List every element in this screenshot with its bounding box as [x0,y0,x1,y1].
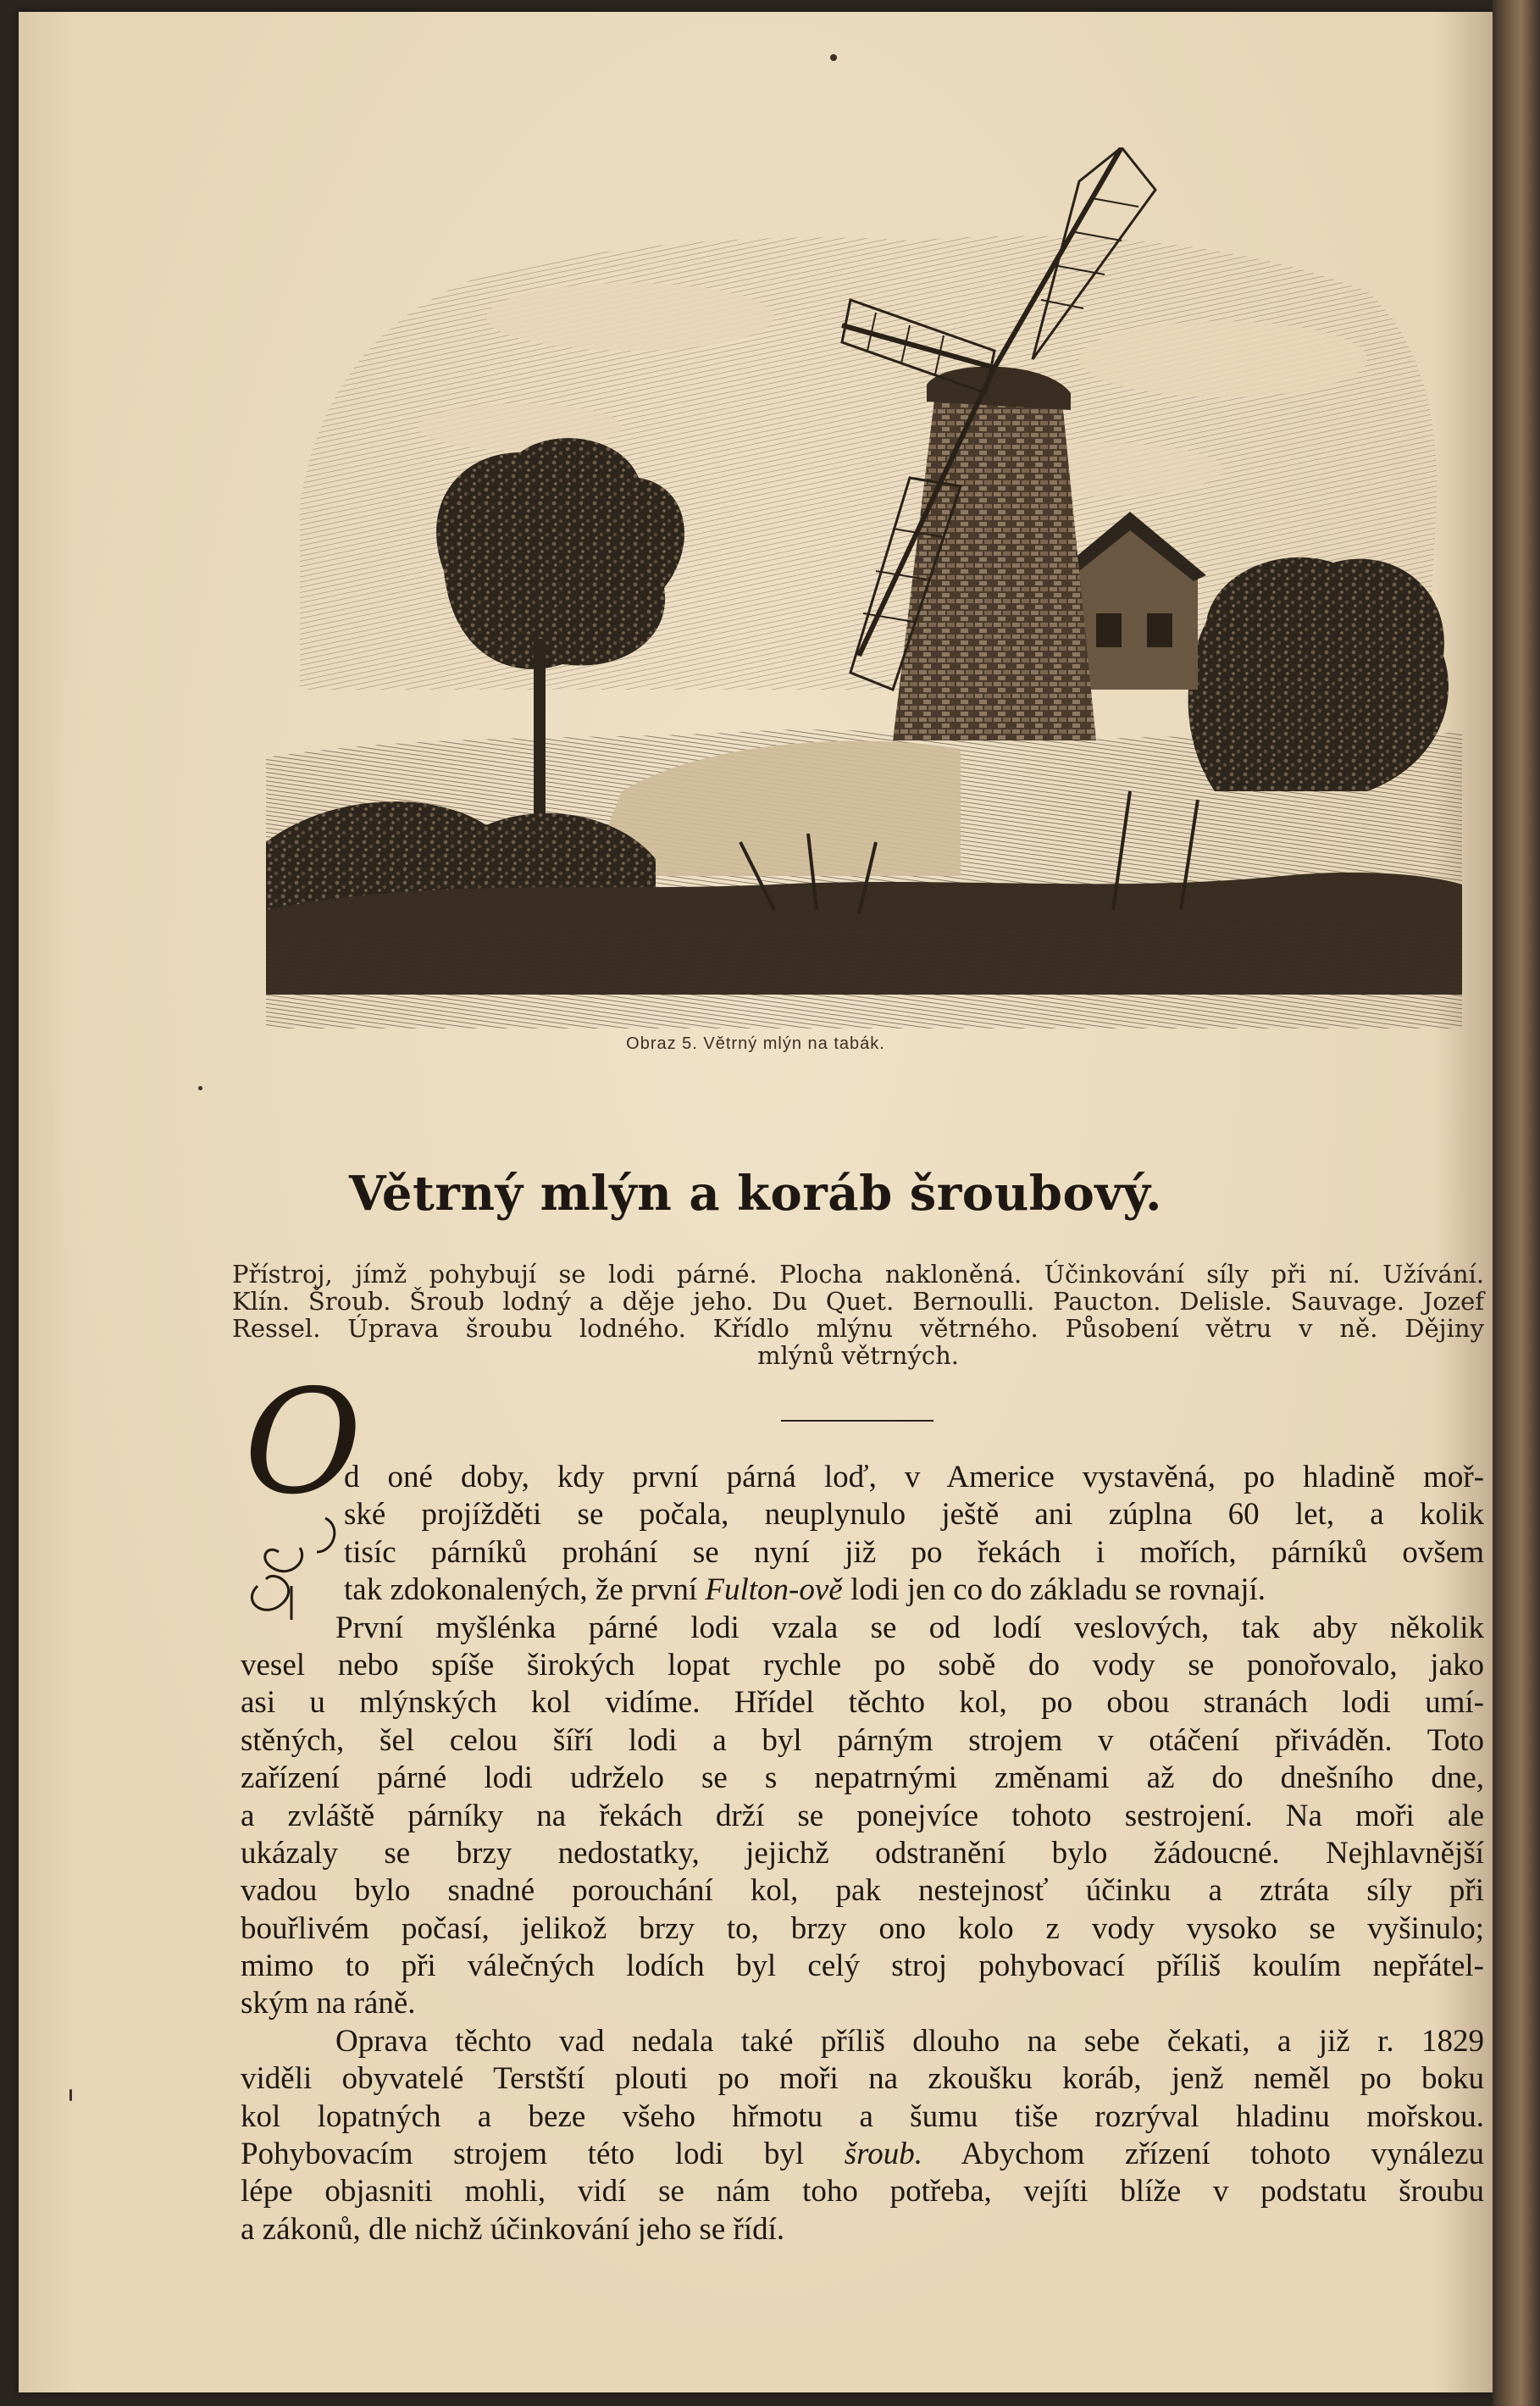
text-line: zařízení párné lodi udrželo se s nepatrnými změnami až do dnešního dne, [241,1760,1484,1796]
text-run: Abychom zřízení tohoto vynálezu [922,2137,1484,2172]
text-run: tak zdokonalených, že první [344,1572,706,1608]
ink-speck [69,2089,72,2101]
text-line: mimo to při válečných lodích byl celý stroj pohybovací příliš koulím nepřátel- [241,1949,1484,1984]
text-line: ské projížděti se počala, neuplynulo ještě ani zúplna 60 let, a kolik [344,1497,1484,1533]
text-line: d oné doby, kdy první párná loď, v Americe vystavěná, po hladině moř- [344,1460,1484,1494]
section-divider [781,1420,933,1422]
summary-line: Klín. Šroub. Šroub lodný a děje jeho. Du Quet. Bernoulli. Paucton. Delisle. Sauvage. Jozef [232,1287,1484,1316]
emphasis-word: šroub. [844,2137,922,2172]
text-run: Pohybovacím strojem této lodi byl [241,2137,845,2172]
windmill-engraving [266,147,1462,1028]
text-line: viděli obyvatelé Terstští plouti po moři na zkoušku koráb, jenž neměl po boku [241,2061,1484,2097]
chapter-title: Větrný mlýn a koráb šroubový. [349,1166,1162,1222]
article-body [241,1459,1484,2248]
text-line: a zákonů, dle nichž účinkování jeho se řídí. [241,2211,785,2247]
summary-line: Ressel. Úprava šroubu lodného. Křídlo mlýnu větrného. Působení větru v ně. Dějiny [232,1314,1484,1343]
ink-speck [830,54,837,61]
windmill-picture [266,147,1462,1028]
summary-line: Přístroj, jímž pohybují se lodi párné. Plocha nakloněná. Účinkování síly při ní. Užívání. [232,1260,1484,1289]
paragraph [241,2023,1484,2248]
text-line: vadou bylo snadné porouchání kol, pak nestejnosť účinku a ztráta síly při [241,1873,1484,1909]
text-line [241,2136,1484,2173]
chapter-summary [232,1261,1484,1369]
summary-line: mlýnů větrných. [757,1341,959,1370]
text-line: asi u mlýnských kol vidíme. Hřídel těchto kol, po obou stranách lodi umí- [241,1685,1484,1721]
emphasis-name: Fulton-ově [705,1572,843,1608]
figure-caption: Obraz 5. Větrný mlýn na tabák. [626,1034,885,1053]
text-line: Oprava těchto vad nedala také příliš dlouho na sebe čekati, a již r. 1829 [335,2023,1484,2059]
text-line: vesel nebo spíše širokých lopat rychle po sobě do vody se ponořovalo, jako [241,1647,1484,1683]
text-line: lépe objasniti mohli, vidí se nám toho potřeba, vejíti blíže v podstatu šroubu [241,2174,1484,2209]
book-spine-edge [1493,0,1540,2406]
text-line: bouřlivém počasí, jelikož brzy to, brzy ono kolo z vody vysoko se vyšinulo; [241,1910,1484,1946]
text-line: ským na ráně. [241,1986,416,2021]
text-line: stěných, šel celou šíří lodi a byl párným strojem v otáčení přiváděn. Toto [241,1722,1484,1758]
text-line: a zvláště párníky na řekách drží se ponejvíce tohoto sestrojení. Na moři ale [241,1798,1484,1833]
text-run: lodi jen co do základu se rovnají. [842,1572,1266,1608]
text-line: kol lopatných a beze všeho hřmotu a šumu tiše rozrýval hladinu mořskou. [241,2098,1484,2134]
text-line: První myšlénka párné lodi vzala se od lodí veslových, tak aby několik [335,1610,1484,1645]
paragraph [241,1459,1484,1610]
initial-letter: O [244,1359,363,1527]
text-line: tisíc párníků prohání se nyní již po řekách i mořích, párníků ovšem [344,1534,1484,1570]
paragraph [241,1610,1484,2023]
text-line [241,1572,1484,1609]
text-line: ukázaly se brzy nedostatky, jejichž odstranění bylo žádoucné. Nejhlavnější [241,1835,1484,1871]
book-page [19,12,1493,2392]
ink-speck [198,1086,202,1090]
